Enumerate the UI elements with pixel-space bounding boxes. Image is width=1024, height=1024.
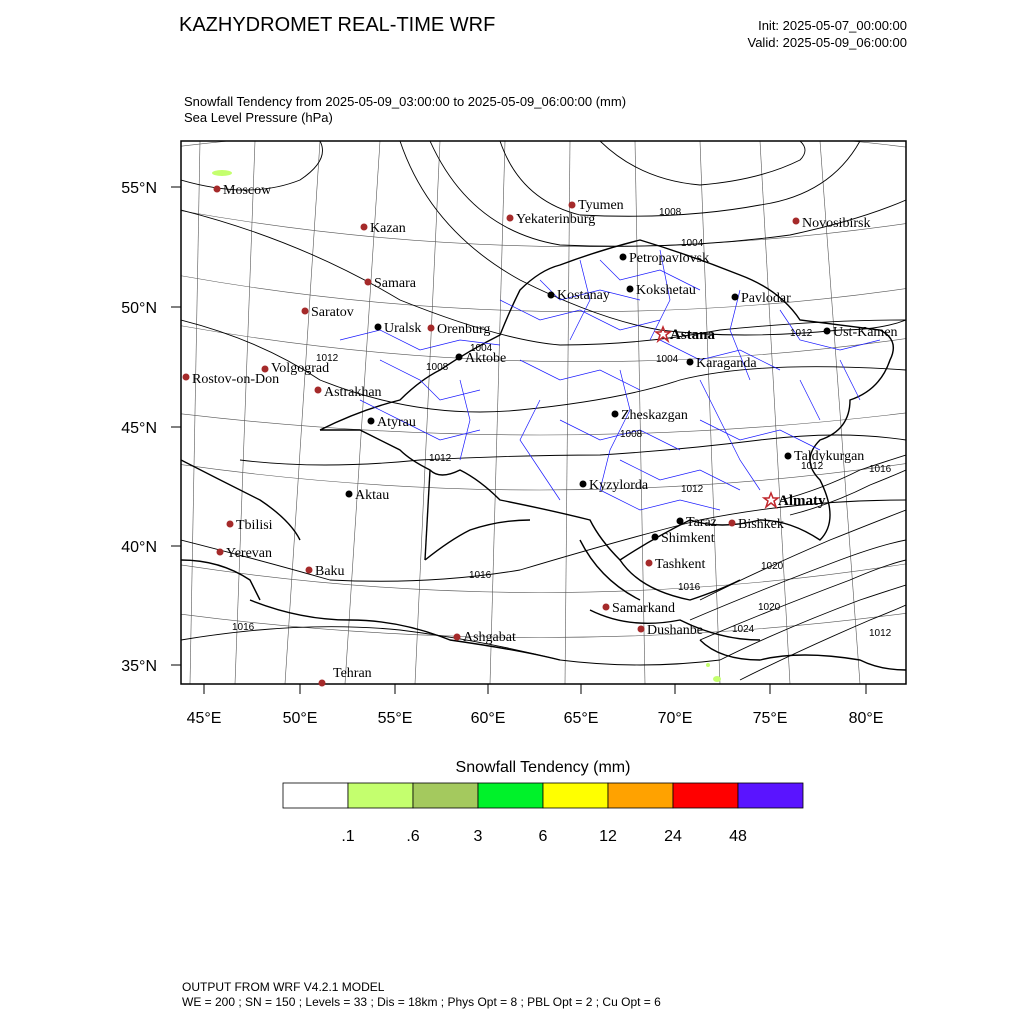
colorbar-swatch	[738, 783, 803, 808]
valid-time: Valid: 2025-05-09_06:00:00	[747, 35, 907, 50]
colorbar-title: Snowfall Tendency (mm)	[455, 759, 631, 776]
capital-label-almaty: Almaty	[778, 493, 826, 509]
city-label-orenburg: Orenburg	[437, 322, 491, 337]
city-label-tehran: Tehran	[333, 666, 372, 681]
colorbar-tick-label: .1	[341, 828, 355, 845]
city-label-astrakhan: Astrakhan	[324, 385, 382, 400]
isobar-label: 1008	[659, 207, 682, 218]
city-label-aktobe: Aktobe	[465, 351, 507, 366]
star-icon	[764, 493, 778, 507]
colorbar-tick-label: 24	[664, 828, 682, 845]
lat-labels	[121, 180, 157, 675]
city-label-saratov: Saratov	[311, 305, 354, 320]
isobar-label: 1016	[232, 622, 255, 633]
city-label-samarkand: Samarkand	[612, 601, 675, 616]
lat-label-35: 35°N	[121, 658, 157, 675]
city-label-shimkent: Shimkent	[661, 531, 715, 546]
isobar-label: 1020	[761, 561, 784, 572]
city-label-ust-kamen: Ust-Kamen	[833, 325, 898, 340]
isobar-label: 1016	[678, 582, 701, 593]
city-label-karaganda: Karaganda	[696, 356, 757, 371]
colorbar-swatch	[283, 783, 348, 808]
colorbar-tick-label: 6	[538, 828, 548, 845]
lon-label-75: 75°E	[752, 710, 788, 727]
city-label-tyumen: Tyumen	[578, 198, 624, 213]
isobar-label: 1012	[316, 353, 339, 364]
lon-label-65: 65°E	[563, 710, 599, 727]
lon-label-60: 60°E	[470, 710, 506, 727]
city-label-volgograd: Volgograd	[271, 361, 330, 376]
lon-label-50: 50°E	[282, 710, 318, 727]
city-label-moscow: Moscow	[223, 183, 272, 198]
model-info: OUTPUT FROM WRF V4.2.1 MODEL	[182, 980, 385, 994]
isobar-label: 1012	[429, 453, 452, 464]
lon-label-70: 70°E	[657, 710, 693, 727]
isobar-label: 1008	[426, 362, 449, 373]
city-label-taraz: Taraz	[686, 515, 717, 530]
city-label-zheskazgan: Zheskazgan	[621, 408, 688, 423]
city-label-yekaterinburg: Yekaterinburg	[516, 212, 596, 227]
lat-label-55: 55°N	[121, 180, 157, 197]
init-time: Init: 2025-05-07_00:00:00	[758, 18, 907, 33]
city-label-pavlodar: Pavlodar	[741, 291, 791, 306]
colorbar-tick-label: 12	[599, 828, 617, 845]
isobar-label: 1012	[801, 461, 824, 472]
lat-label-50: 50°N	[121, 300, 157, 317]
city-label-novosibirsk: Novosibirsk	[802, 216, 871, 231]
city-label-taldykurgan: Taldykurgan	[794, 449, 865, 464]
city-label-samara: Samara	[374, 276, 416, 291]
model-settings: WE = 200 ; SN = 150 ; Levels = 33 ; Dis = 18km ; Phys Opt = 8 ; PBL Opt = 2 ; Cu Opt = 6	[182, 995, 661, 1009]
city-label-tbilisi: Tbilisi	[236, 518, 273, 533]
colorbar-swatch	[413, 783, 478, 808]
isobar-label: 1016	[469, 570, 492, 581]
main-title: KAZHYDROMET REAL-TIME WRF	[179, 14, 496, 36]
city-label-yerevan: Yerevan	[226, 546, 273, 561]
isobar-label: 1012	[681, 484, 704, 495]
lon-label-55: 55°E	[377, 710, 413, 727]
lon-label-80: 80°E	[848, 710, 884, 727]
isobar-label: 1004	[681, 238, 704, 249]
isobar-label: 1004	[470, 343, 493, 354]
district-borders	[340, 250, 880, 510]
colorbar-tick-label: 3	[473, 828, 483, 845]
city-label-aktau: Aktau	[355, 488, 390, 503]
city-label-uralsk: Uralsk	[384, 321, 422, 336]
map-content	[150, 125, 930, 684]
colorbar-swatch	[543, 783, 608, 808]
city-label-petropavlovsk: Petropavlovsk	[629, 251, 710, 266]
isobar-label: 1008	[620, 429, 643, 440]
isobar-label: 1020	[758, 602, 781, 613]
isobar-label: 1004	[656, 354, 679, 365]
colorbar	[283, 783, 803, 845]
isobar-label: 1024	[732, 624, 755, 635]
city-label-bishkek: Bishkek	[738, 517, 784, 532]
city-label-tashkent: Tashkent	[655, 557, 706, 572]
lon-label-45: 45°E	[186, 710, 222, 727]
isobar-label: 1012	[869, 628, 892, 639]
colorbar-swatch	[673, 783, 738, 808]
lon-ticks	[204, 684, 866, 694]
contour-description: Sea Level Pressure (hPa)	[184, 110, 333, 125]
city-label-baku: Baku	[315, 564, 345, 579]
city-label-kostanay: Kostanay	[557, 288, 610, 303]
city-label-kokshetau: Kokshetau	[636, 283, 696, 298]
lat-label-45: 45°N	[121, 420, 157, 437]
colorbar-swatch	[348, 783, 413, 808]
isobar-label: 1012	[790, 328, 813, 339]
city-label-rostov: Rostov-on-Don	[192, 372, 280, 387]
lat-label-40: 40°N	[121, 539, 157, 556]
city-label-ashgabat: Ashgabat	[463, 630, 516, 645]
colorbar-swatch	[478, 783, 543, 808]
isobar-label: 1016	[869, 464, 892, 475]
colorbar-tick-label: .6	[406, 828, 420, 845]
colorbar-tick-label: 48	[729, 828, 747, 845]
field-description: Snowfall Tendency from 2025-05-09_03:00:00 to 2025-05-09_06:00:00 (mm)	[184, 94, 627, 109]
city-label-dushanbe: Dushanbe	[647, 623, 703, 638]
graticule	[150, 125, 930, 684]
city-label-kyzylorda: Kyzylorda	[589, 478, 649, 493]
city-label-atyrau: Atyrau	[377, 415, 416, 430]
lat-ticks	[171, 187, 181, 665]
lon-labels	[187, 710, 884, 727]
colorbar-swatch	[608, 783, 673, 808]
capital-label-astana: Astana	[670, 327, 716, 343]
city-label-kazan: Kazan	[370, 221, 406, 236]
